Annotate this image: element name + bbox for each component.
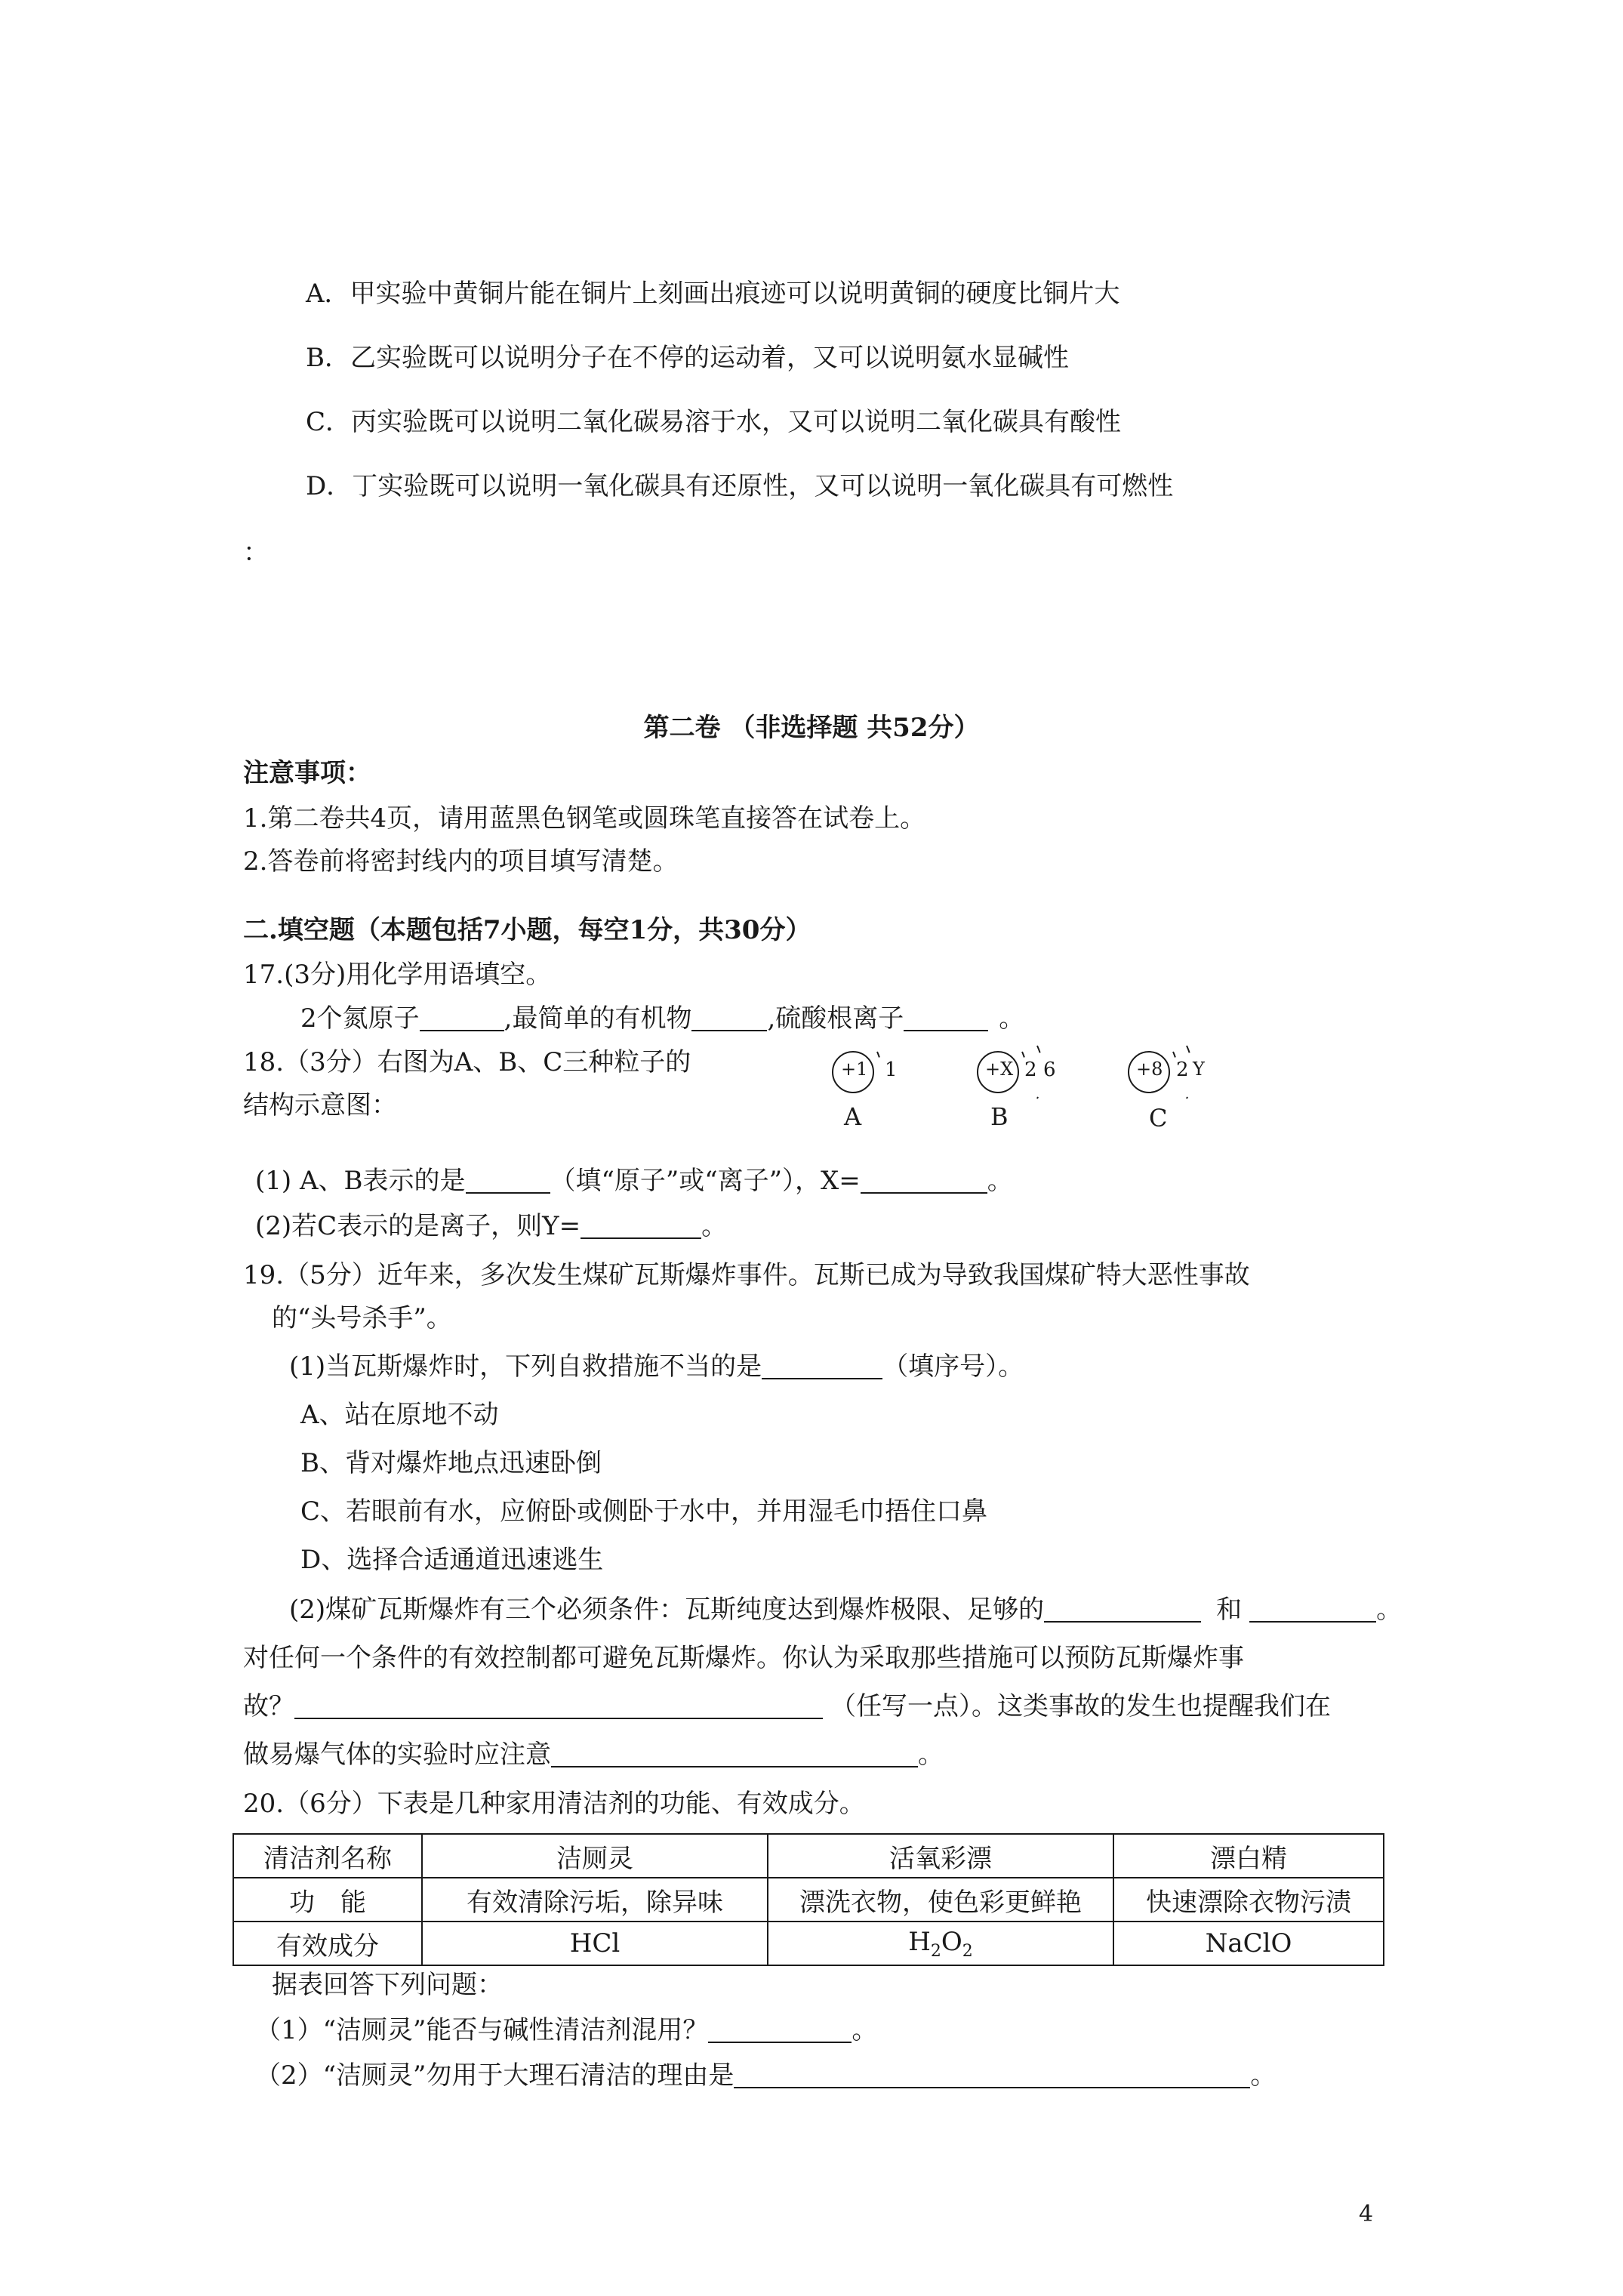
- q20-part2-lead: （2）“洁厕灵”勿用于大理石清洁的理由是: [255, 2060, 735, 2091]
- table-cell: 有效清除污垢，除异味: [422, 1878, 768, 1922]
- q19-part2-line4-lead: 做易爆气体的实验时应注意: [243, 1740, 551, 1770]
- q18-blank-1[interactable]: [466, 1166, 550, 1194]
- q19-part2-line3: [243, 1688, 1331, 1724]
- q20-part1-lead: （1）“洁厕灵”能否与碱性清洁剂混用？: [255, 2015, 709, 2045]
- section-title: 第二卷 （非选择题 共52分）: [643, 713, 980, 743]
- q20-part1: [255, 2012, 877, 2048]
- table-header-row: [233, 1834, 1384, 1878]
- q17-nitrogen-label: 2个氮原子: [300, 1003, 420, 1034]
- choice-b: B．乙实验既可以说明分子在不停的运动着，又可以说明氨水显碱性: [306, 343, 1069, 373]
- fill-heading: 二.填空题（本题包括7小题，每空1分，共30分）: [243, 915, 812, 945]
- q19-part2-end: 。: [1376, 1595, 1403, 1625]
- atom-a-shell: 1: [885, 1059, 898, 1081]
- q20-part2-end: 。: [1250, 2060, 1277, 2091]
- q18-part1-end: 。: [987, 1166, 1013, 1196]
- atom-c-label: C: [1149, 1104, 1168, 1133]
- page-number: 4: [1359, 2201, 1374, 2227]
- atom-a-label: A: [844, 1102, 862, 1131]
- q18-part1: [255, 1163, 1013, 1199]
- q19-blank-5[interactable]: [551, 1740, 918, 1767]
- q18-part1-mid: （填“原子”或“离子”），X=: [550, 1166, 861, 1196]
- formula-sub-2a: 2: [930, 1941, 941, 1961]
- notes-heading: 注意事项：: [243, 758, 371, 788]
- q19-option-b: B、背对爆炸地点迅速卧倒: [300, 1448, 602, 1478]
- formula-sub-2b: 2: [962, 1941, 973, 1961]
- q18-blank-x[interactable]: [861, 1166, 987, 1194]
- table-cell: 洁厕灵: [422, 1834, 768, 1878]
- atom-c-shell-1: 2: [1176, 1059, 1189, 1081]
- q17-organic-label: ,最简单的有机物: [504, 1003, 692, 1034]
- atom-b-shell-1: 2: [1024, 1059, 1037, 1081]
- formula-h: H: [908, 1926, 931, 1957]
- q20-part1-end: 。: [852, 2015, 878, 2045]
- q19-part2-line4: [243, 1737, 944, 1773]
- q20-part2: [255, 2057, 1276, 2094]
- cleaner-table: [233, 1833, 1384, 1966]
- table-cell: 漂洗衣物，使色彩更鲜艳: [768, 1878, 1113, 1922]
- q19-part1: [289, 1348, 1024, 1385]
- note-2: 2.答卷前将密封线内的项目填写清楚。: [243, 846, 679, 877]
- choice-c: C．丙实验既可以说明二氧化碳易溶于水，又可以说明二氧化碳具有酸性: [306, 407, 1122, 437]
- q18-part2-lead: (2)若C表示的是离子，则Y=: [255, 1211, 581, 1241]
- q18-part2: [255, 1208, 727, 1244]
- q19-part1-end: （填序号）。: [882, 1351, 1024, 1382]
- table-row: [233, 1922, 1384, 1965]
- atom-b-nucleus: +X: [985, 1059, 1014, 1080]
- q19-part2-line1: [289, 1592, 1402, 1628]
- q20-ask: 据表回答下列问题：: [272, 1970, 503, 2000]
- note-1: 1.第二卷共4页，请用蓝黑色钢笔或圆珠笔直接答在试卷上。: [243, 803, 926, 834]
- table-cell: 有效成分: [233, 1922, 422, 1965]
- table-cell: 快速漂除衣物污渍: [1113, 1878, 1384, 1922]
- q17-blank-3[interactable]: [904, 1004, 988, 1031]
- q20-blank-2[interactable]: [734, 2061, 1250, 2088]
- q18-part2-end: 。: [701, 1211, 728, 1241]
- table-cell: HCl: [422, 1922, 768, 1965]
- q17-blank-2[interactable]: [691, 1004, 767, 1031]
- q19-blank-3[interactable]: [1249, 1595, 1376, 1623]
- q19-blank-2[interactable]: [1044, 1595, 1201, 1623]
- atom-c-shell-2: Y: [1193, 1059, 1205, 1080]
- q19-part1-lead: (1)当瓦斯爆炸时，下列自救措施不当的是: [289, 1351, 762, 1382]
- table-cell: 功 能: [233, 1878, 422, 1922]
- q19-part2-line3-end: （任写一点）。这类事故的发生也提醒我们在: [830, 1691, 1331, 1721]
- q17-stem: 17.(3分)用化学用语填空。: [243, 960, 552, 990]
- q19-part2-line3-lead: 故？: [243, 1691, 294, 1721]
- atom-a-nucleus: +1: [841, 1059, 868, 1080]
- q17-end: 。: [999, 1003, 1025, 1034]
- atom-b-shell-2: 6: [1043, 1059, 1056, 1081]
- q18-stem-1: 18.（3分）右图为A、B、C三种粒子的: [243, 1047, 691, 1077]
- q19-stem-2: 的“头号杀手”。: [272, 1303, 452, 1333]
- q19-part2-and: 和: [1216, 1595, 1243, 1625]
- stray-colon: ：: [243, 538, 269, 568]
- q18-stem-2: 结构示意图：: [243, 1090, 397, 1120]
- q19-part2-line4-end: 。: [918, 1740, 944, 1770]
- q18-blank-y[interactable]: [581, 1212, 701, 1239]
- table-cell: 活氧彩漂: [768, 1834, 1113, 1878]
- table-cell: 清洁剂名称: [233, 1834, 422, 1878]
- choice-d: D．丁实验既可以说明一氧化碳具有还原性，又可以说明一氧化碳具有可燃性: [306, 471, 1174, 501]
- table-cell: NaClO: [1113, 1922, 1384, 1965]
- atom-b-label: B: [990, 1102, 1009, 1131]
- q20-stem: 20.（6分）下表是几种家用清洁剂的功能、有效成分。: [243, 1789, 865, 1819]
- formula-o: O: [941, 1926, 962, 1957]
- q19-option-d: D、选择合适通道迅速逃生: [300, 1545, 604, 1575]
- atom-c-nucleus: +8: [1136, 1059, 1163, 1080]
- choice-a: A．甲实验中黄铜片能在铜片上刻画出痕迹可以说明黄铜的硬度比铜片大: [306, 279, 1120, 309]
- q17-blank-1[interactable]: [420, 1004, 504, 1031]
- q17-sulfate-label: ,硫酸根离子: [767, 1003, 904, 1034]
- q19-stem-1: 19.（5分）近年来，多次发生煤矿瓦斯爆炸事件。瓦斯已成为导致我国煤矿特大恶性事故: [243, 1260, 1250, 1290]
- q19-option-a: A、站在原地不动: [300, 1400, 499, 1430]
- q19-blank-1[interactable]: [762, 1352, 882, 1379]
- table-cell-h2o2: [768, 1922, 1113, 1965]
- q19-part2-lead: (2)煤矿瓦斯爆炸有三个必须条件：瓦斯纯度达到爆炸极限、足够的: [289, 1595, 1045, 1625]
- q18-part1-lead: (1) A、B表示的是: [255, 1166, 466, 1196]
- q19-part2-line2: 对任何一个条件的有效控制都可避免瓦斯爆炸。你认为采取那些措施可以预防瓦斯爆炸事: [243, 1643, 1244, 1673]
- q20-blank-1[interactable]: [708, 2016, 852, 2043]
- q19-blank-4[interactable]: [294, 1692, 823, 1719]
- table-cell: 漂白精: [1113, 1834, 1384, 1878]
- q19-option-c: C、若眼前有水，应俯卧或侧卧于水中，并用湿毛巾捂住口鼻: [300, 1496, 988, 1527]
- table-row: [233, 1878, 1384, 1922]
- q17-blanks-line: [300, 1000, 1024, 1037]
